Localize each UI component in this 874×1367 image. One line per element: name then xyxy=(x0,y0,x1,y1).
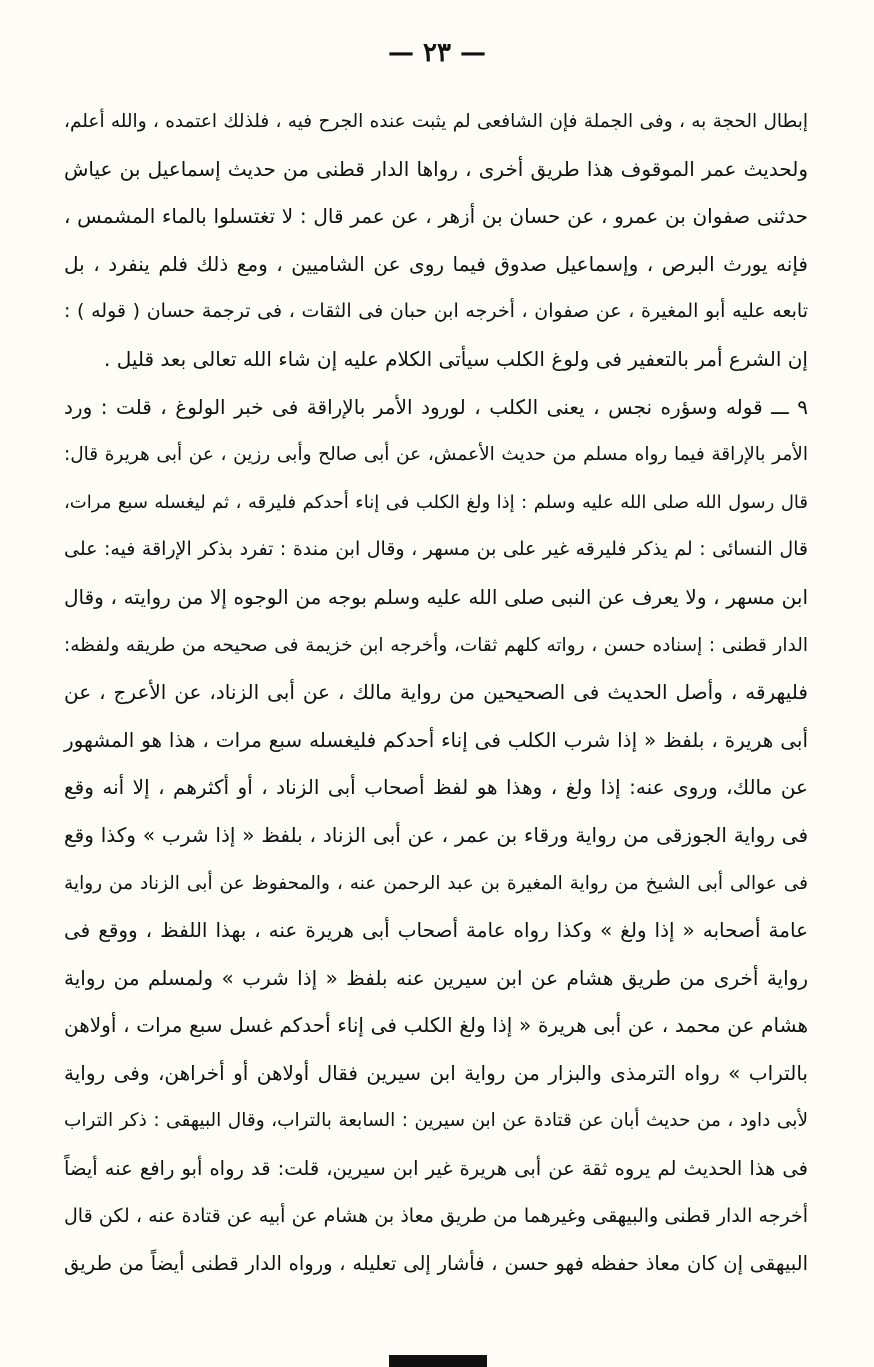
text-line: أخرجه الدار قطنى والبيهقى وغيرهما من طريق معاذ بن هشام عن أبيه عن قتادة عنه ، لكن قال xyxy=(64,1204,808,1227)
page-number: — ٢٣ — xyxy=(387,38,487,68)
text-line: تابعه عليه أبو المغيرة ، عن صفوان ، أخرجه ابن حبان فى الثقات ، فى ترجمة حسان ( قوله ) : xyxy=(64,300,808,323)
text-line: هشام عن محمد ، عن أبى هريرة « إذا ولغ الكلب فى إناء أحدكم غسل سبع مرات ، أولاهن xyxy=(64,1013,808,1038)
text-line: فى رواية الجوزقى من رواية ورقاء بن عمر ، عن أبى الزناد ، بلفظ « إذا شرب » وكذا وقع xyxy=(64,822,808,847)
text-line: إبطال الحجة به ، وفى الجملة فإن الشافعى لم يثبت عنده الجرح فيه ، فلذلك اعتمده ، والله أعلم، xyxy=(64,111,808,132)
text-line: الدار قطنى : إسناده حسن ، رواته كلهم ثقات، وأخرجه ابن خزيمة فى صحيحه من طريقه ولفظه: xyxy=(64,634,808,656)
text-line: أبى هريرة ، بلفظ « إذا شرب الكلب فى إناء أحدكم فليغسله سبع مرات ، هذا هو المشهور xyxy=(64,727,808,752)
text-line: عن مالك، وروى عنه: إذا ولغ ، وهذا هو لفظ أصحاب أبى الزناد ، أو أكثرهم ، إلا أنه وقع xyxy=(64,775,808,800)
text-line: الأمر بالإراقة فيما رواه مسلم من حديث الأعمش، عن أبى صالح وأبى رزين ، عن أبى هريرة قال: xyxy=(64,444,808,466)
text-line: فإنه يورث البرص ، وإسماعيل صدوق فيما روى عن الشاميين ، ومع ذلك فلم ينفرد ، بل xyxy=(64,251,808,276)
text-line: حدثنى صفوان بن عمرو ، عن حسان بن أزهر ، عن عمر قال : لا تغتسلوا بالماء المشمس ، xyxy=(64,204,808,229)
body-text xyxy=(64,98,808,1288)
text-line: فى عوالى أبى الشيخ من رواية المغيرة بن عبد الرحمن عنه ، والمحفوظ عن أبى الزناد من رواية xyxy=(64,872,808,894)
text-line: فليهرقه ، وأصل الحديث فى الصحيحين من رواية مالك ، عن أبى الزناد، عن الأعرج ، عن xyxy=(64,680,808,705)
bottom-edge-mark xyxy=(389,1355,487,1367)
text-line: قال النسائى : لم يذكر فليرقه غير على بن مسهر ، وقال ابن مندة : تفرد بذكر الإراقة فيه: على xyxy=(64,538,808,561)
text-line: رواية أخرى من طريق هشام عن ابن سيرين عنه بلفظ « إذا شرب » ولمسلم من رواية xyxy=(64,965,808,990)
text-line: ولحديث عمر الموقوف هذا طريق أخرى ، رواها الدار قطنى من حديث إسماعيل بن عياش xyxy=(64,156,808,181)
text-line: لأبى داود ، من حديث أبان عن قتادة عن ابن سيرين : السابعة بالتراب، وقال البيهقى : ذكر التراب xyxy=(64,1110,808,1132)
text-line: عامة أصحابه « إذا ولغ » وكذا رواه عامة أصحاب أبى هريرة عنه ، بهذا اللفظ ، ووقع فى xyxy=(64,918,808,943)
text-line: ابن مسهر ، ولا يعرف عن النبى صلى الله عليه وسلم بوجه من الوجوه إلا من روايته ، وقال xyxy=(64,584,808,609)
text-line: قال رسول الله صلى الله عليه وسلم : إذا ولغ الكلب فى إناء أحدكم فليرقه ، ثم ليغسله سبع مرات، xyxy=(64,491,808,513)
text-line: البيهقى إن كان معاذ حفظه فهو حسن ، فأشار إلى تعليله ، ورواه الدار قطنى أيضاً من طريق xyxy=(64,1252,808,1276)
text-line: فى هذا الحديث لم يروه ثقة عن أبى هريرة غير ابن سيرين، قلت: قد رواه أبو رافع عنه أيضاً xyxy=(64,1157,808,1181)
text-line: ٩ ـــ قوله وسؤره نجس ، يعنى الكلب ، لورود الأمر بالإراقة فى خبر الولوغ ، قلت : ورد xyxy=(64,394,808,419)
text-line: إن الشرع أمر بالتعفير فى ولوغ الكلب سيأتى الكلام عليه إن شاء الله تعالى بعد قليل . xyxy=(103,346,808,371)
text-line: بالتراب » رواه الترمذى والبزار من رواية ابن سيرين فقال أولاهن أو أخراهن، وفى رواية xyxy=(64,1060,808,1085)
